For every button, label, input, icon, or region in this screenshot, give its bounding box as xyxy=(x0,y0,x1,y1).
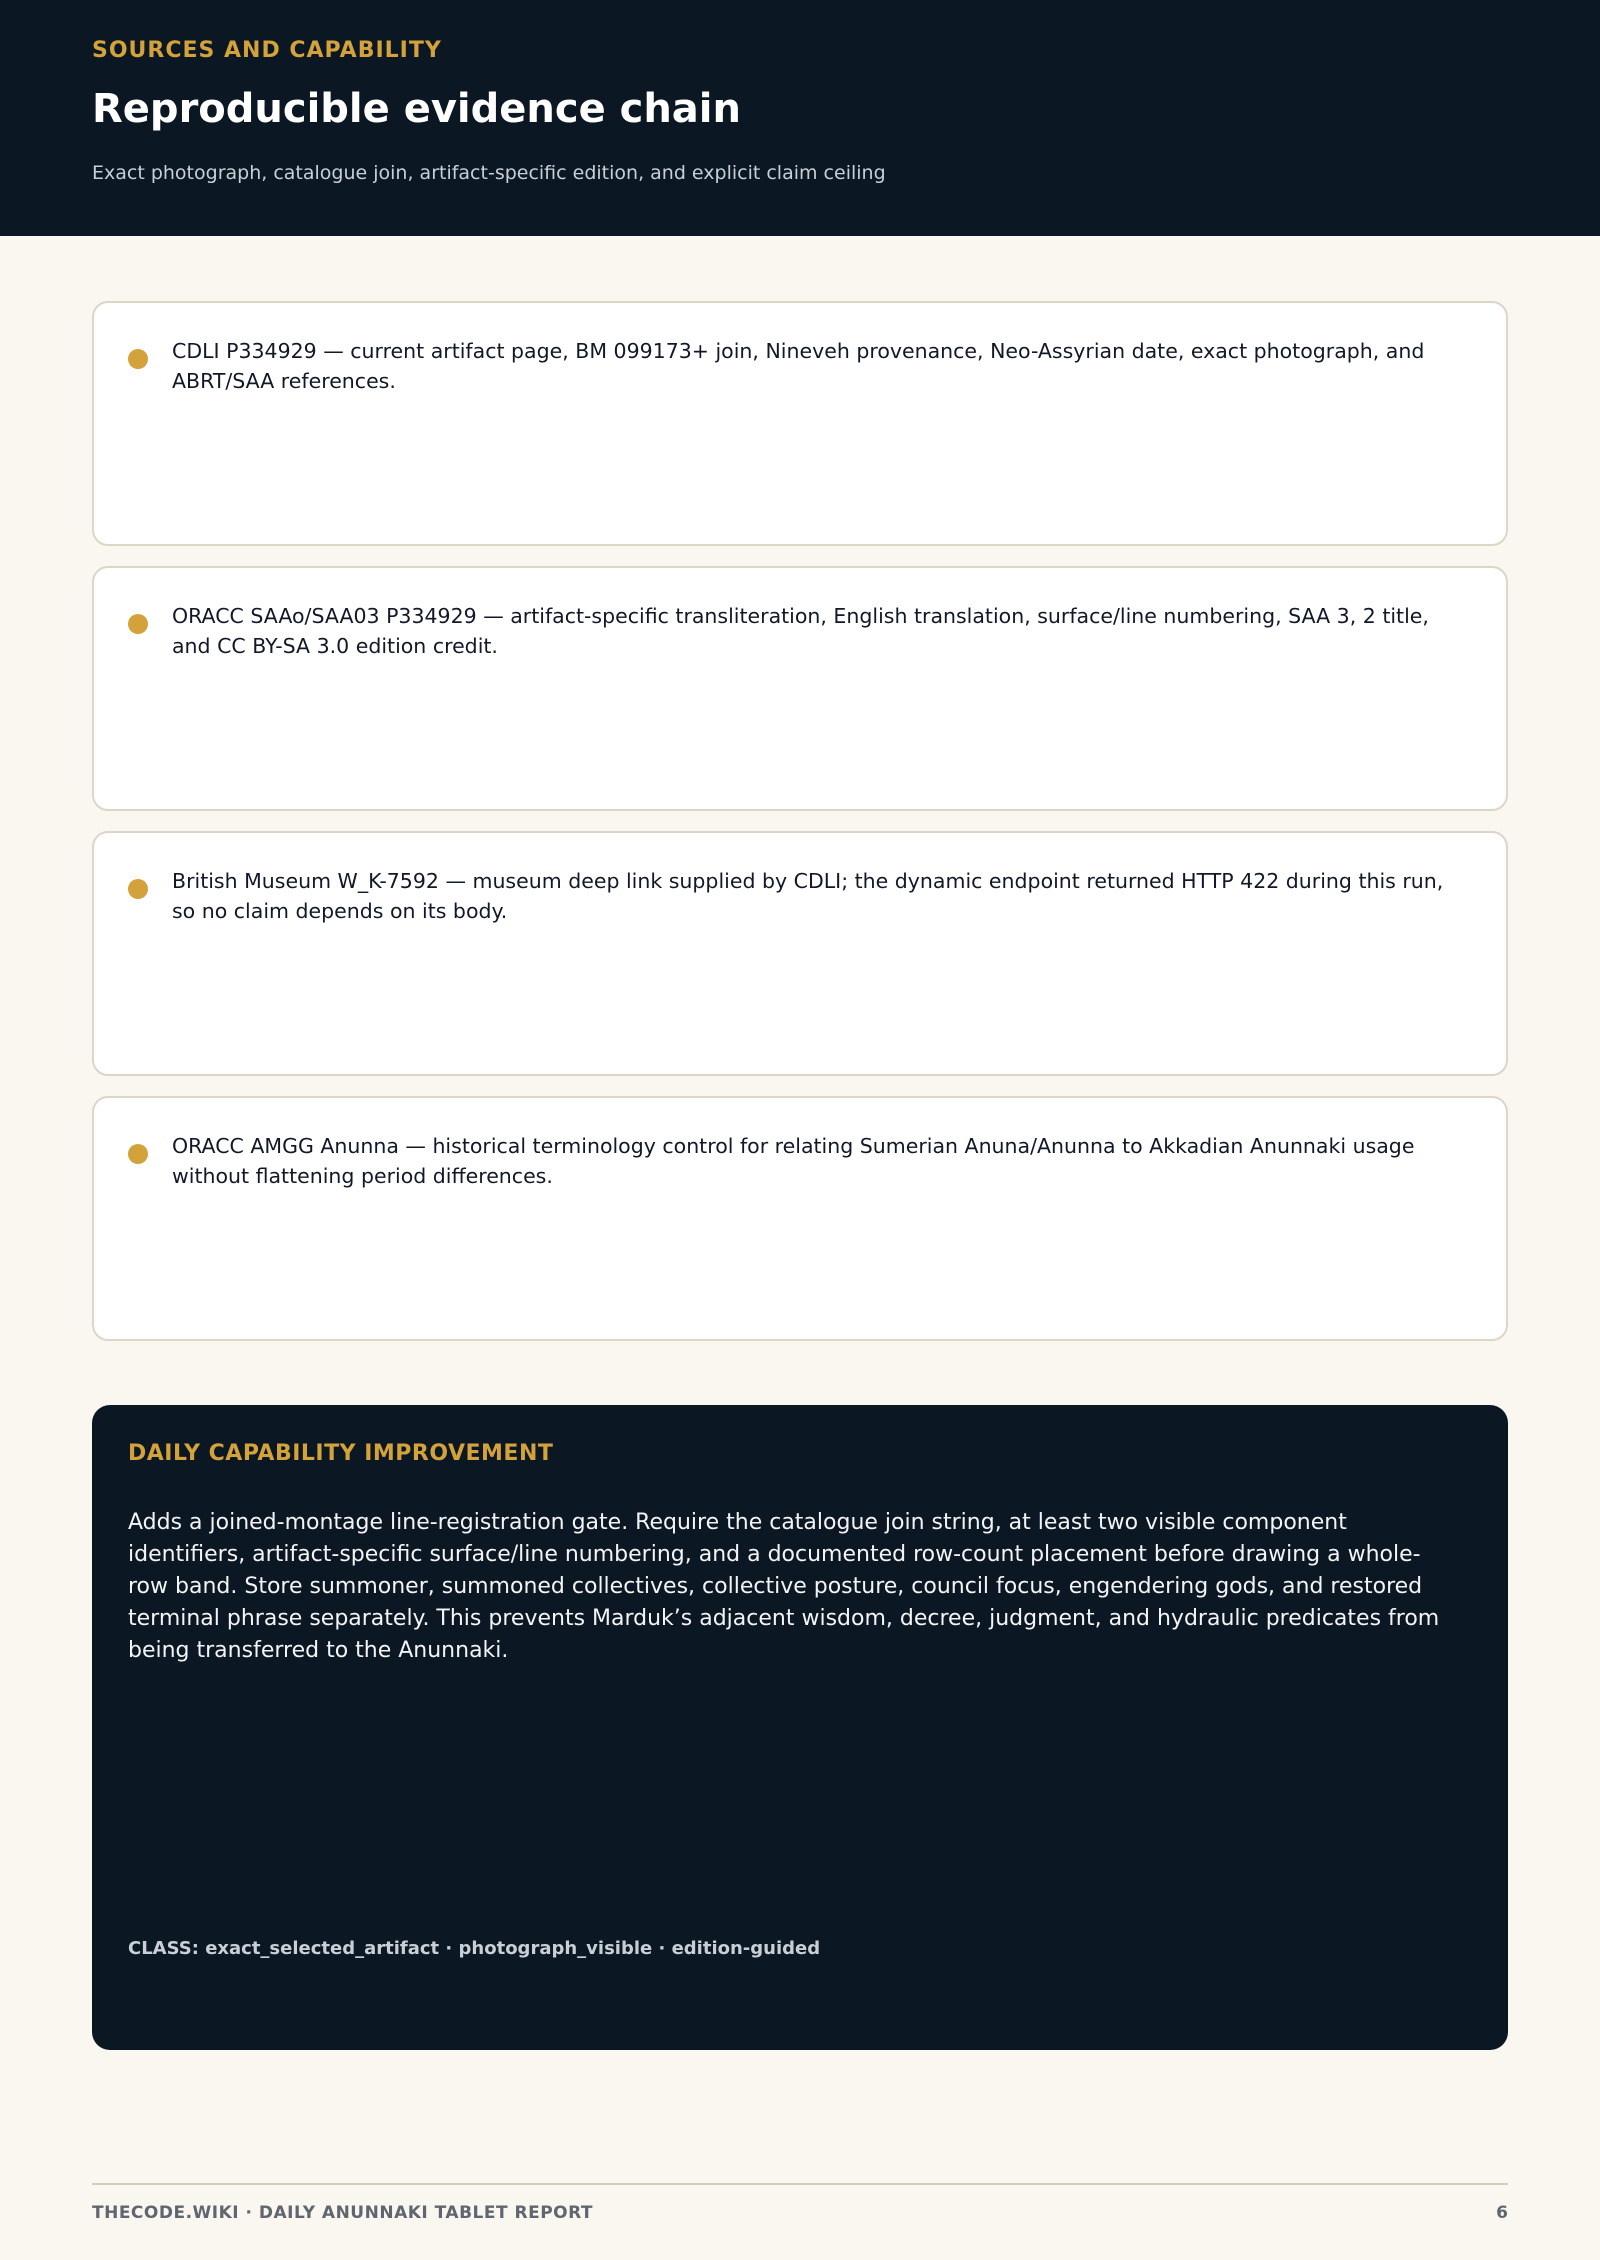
source-card xyxy=(92,566,1508,811)
source-text: ORACC AMGG Anunna — historical terminology control for relating Sumerian Anuna/Anunna to Akkadian Anunnaki usage without flattening period differences. xyxy=(172,1134,1415,1188)
footer-divider xyxy=(92,2183,1508,2185)
capability-title: DAILY CAPABILITY IMPROVEMENT xyxy=(128,1441,554,1466)
page-subtitle: Exact photograph, catalogue join, artifact-specific edition, and explicit claim ceiling xyxy=(92,162,886,184)
bullet-dot-icon xyxy=(128,614,148,634)
capability-panel xyxy=(92,1405,1508,2050)
bullet-dot-icon xyxy=(128,349,148,369)
page-title: Reproducible evidence chain xyxy=(92,86,741,132)
source-text: ORACC SAAo/SAA03 P334929 — artifact-specific transliteration, English translation, surface/line numbering, SAA 3, 2 title, and CC BY-SA 3.0 edition credit. xyxy=(172,604,1429,658)
source-card xyxy=(92,301,1508,546)
page-header xyxy=(0,0,1600,236)
footer-label: THECODE.WIKI · DAILY ANUNNAKI TABLET REPORT xyxy=(92,2203,594,2223)
source-text: CDLI P334929 — current artifact page, BM 099173+ join, Nineveh provenance, Neo-Assyrian date, exact photograph, and ABRT/SAA references. xyxy=(172,339,1425,393)
class-line: CLASS: exact_selected_artifact · photograph_visible · edition-guided xyxy=(128,1938,821,1959)
capability-body: Adds a joined-montage line-registration gate. Require the catalogue join string, at least two visible component identifiers, artifact-specific surface/line numbering, and a documented row-count placement before drawing a whole-row band. Store summoner, summoned collectives, collective posture, council focus, engendering gods, and restored terminal phrase separately. This prevents Marduk’s adjacent wisdom, decree, judgment, and hydraulic predicates from being transferred to the Anunnaki. xyxy=(128,1510,1440,1663)
bullet-dot-icon xyxy=(128,1144,148,1164)
bullet-dot-icon xyxy=(128,879,148,899)
section-eyebrow: SOURCES AND CAPABILITY xyxy=(92,38,442,63)
source-text: British Museum W_K-7592 — museum deep link supplied by CDLI; the dynamic endpoint returned HTTP 422 during this run, so no claim depends on its body. xyxy=(172,869,1444,923)
source-card xyxy=(92,831,1508,1076)
source-card xyxy=(92,1096,1508,1341)
page-number: 6 xyxy=(1496,2203,1508,2223)
